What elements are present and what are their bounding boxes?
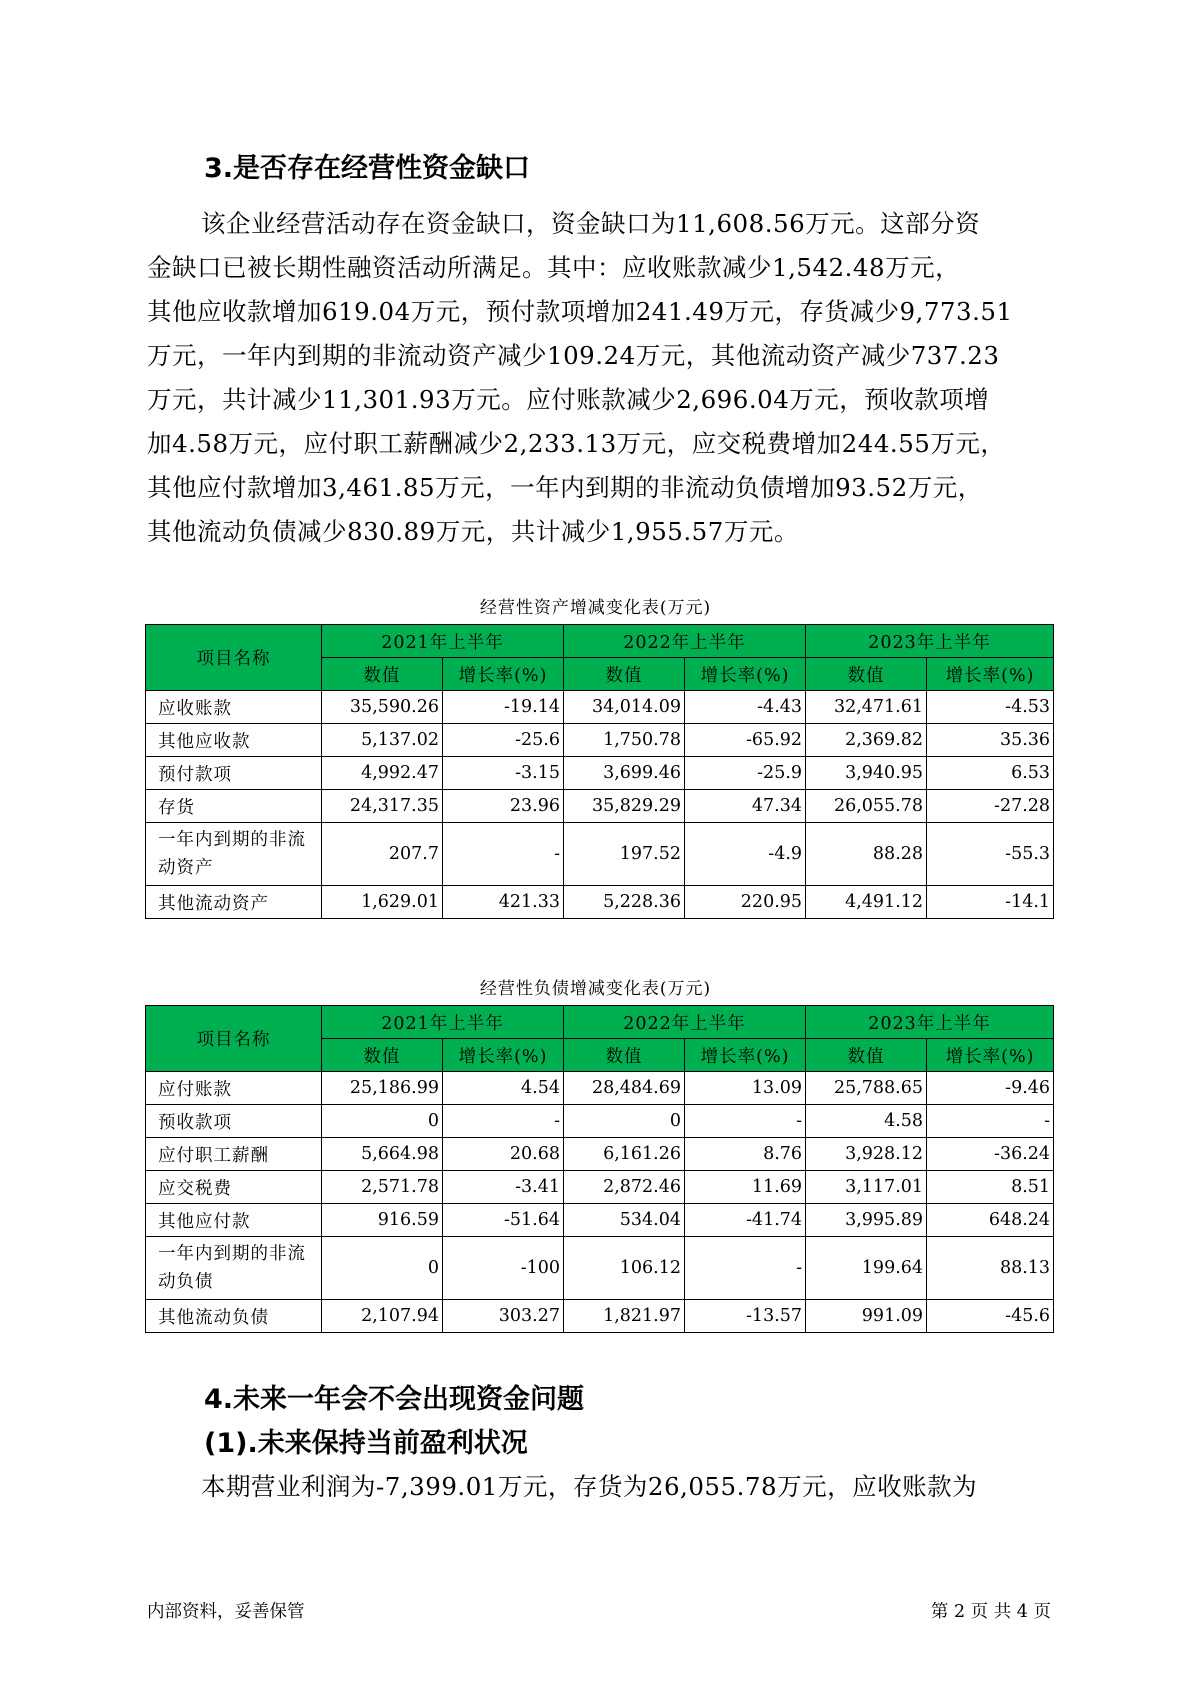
row-name: 其他应付款	[146, 1204, 322, 1237]
liabilities-table-caption: 经营性负债增减变化表(万元)	[479, 979, 712, 999]
cell: 1,629.01	[322, 886, 443, 919]
table-row	[146, 823, 1054, 886]
table-row	[146, 1138, 1054, 1171]
cell: 5,664.98	[322, 1138, 443, 1171]
cell: 421.33	[443, 886, 564, 919]
cell: -25.9	[685, 757, 806, 790]
table-row	[146, 1300, 1054, 1333]
row-name: 预付款项	[146, 757, 322, 790]
table-row	[146, 691, 1054, 724]
table-row	[146, 1237, 1054, 1300]
cell: 4,992.47	[322, 757, 443, 790]
table-header-row	[146, 625, 1054, 658]
paragraph-line: 万元，共计减少11,301.93万元。应付账款减少2,696.04万元，预收款项增	[147, 385, 990, 414]
cell: 88.13	[927, 1237, 1054, 1300]
paragraph-line: 其他应收款增加619.04万元，预付款项增加241.49万元，存货减少9,773.51	[147, 297, 1013, 326]
header-period: 2021年上半年	[322, 1006, 564, 1039]
cell: 32,471.61	[806, 691, 927, 724]
table-row	[146, 1072, 1054, 1105]
cell: -36.24	[927, 1138, 1054, 1171]
page-number: 第 2 页 共 4 页	[930, 1602, 1051, 1622]
liabilities-table	[145, 1005, 1054, 1333]
assets-table	[145, 624, 1054, 919]
header-period: 2021年上半年	[322, 625, 564, 658]
assets-table-caption: 经营性资产增减变化表(万元)	[479, 598, 712, 618]
cell: -14.1	[927, 886, 1054, 919]
cell: 8.51	[927, 1171, 1054, 1204]
row-name: 应收账款	[146, 691, 322, 724]
subheader-rate: 增长率(%)	[927, 658, 1054, 691]
header-period: 2022年上半年	[564, 1006, 806, 1039]
header-item-name: 项目名称	[146, 625, 322, 691]
cell: 3,928.12	[806, 1138, 927, 1171]
cell: 26,055.78	[806, 790, 927, 823]
cell: 4.54	[443, 1072, 564, 1105]
cell: -4.9	[685, 823, 806, 886]
paragraph-line: 金缺口已被长期性融资活动所满足。其中：应收账款减少1,542.48万元，	[147, 253, 961, 282]
cell: 916.59	[322, 1204, 443, 1237]
cell: 0	[564, 1105, 685, 1138]
cell: 25,788.65	[806, 1072, 927, 1105]
subheader-value: 数值	[806, 1039, 927, 1072]
cell: 35,829.29	[564, 790, 685, 823]
cell: -27.28	[927, 790, 1054, 823]
cell: -45.6	[927, 1300, 1054, 1333]
cell: 0	[322, 1105, 443, 1138]
header-period: 2022年上半年	[564, 625, 806, 658]
cell: 13.09	[685, 1072, 806, 1105]
cell: 1,750.78	[564, 724, 685, 757]
row-name: 一年内到期的非流动资产	[146, 823, 322, 886]
paragraph-line: 其他应付款增加3,461.85万元，一年内到期的非流动负债增加93.52万元，	[147, 473, 983, 502]
cell: -4.43	[685, 691, 806, 724]
subheader-rate: 增长率(%)	[685, 658, 806, 691]
cell: -	[685, 1105, 806, 1138]
row-name: 存货	[146, 790, 322, 823]
table-row	[146, 886, 1054, 919]
row-name: 应交税费	[146, 1171, 322, 1204]
subheader-value: 数值	[564, 658, 685, 691]
subheader-rate: 增长率(%)	[443, 658, 564, 691]
cell: 88.28	[806, 823, 927, 886]
subheader-value: 数值	[322, 658, 443, 691]
cell: 20.68	[443, 1138, 564, 1171]
row-name: 应付账款	[146, 1072, 322, 1105]
cell: -41.74	[685, 1204, 806, 1237]
cell: -65.92	[685, 724, 806, 757]
cell: -9.46	[927, 1072, 1054, 1105]
cell: -25.6	[443, 724, 564, 757]
paragraph-line: 该企业经营活动存在资金缺口，资金缺口为11,608.56万元。这部分资	[201, 209, 981, 238]
table-row	[146, 1204, 1054, 1237]
cell: 2,571.78	[322, 1171, 443, 1204]
cell: 534.04	[564, 1204, 685, 1237]
paragraph-line: 加4.58万元，应付职工薪酬减少2,233.13万元，应交税费增加244.55万元，	[147, 429, 1006, 458]
section4-subheading: (1).未来保持当前盈利状况	[204, 1428, 528, 1459]
section3-heading: 3.是否存在经营性资金缺口	[204, 153, 531, 184]
cell: -100	[443, 1237, 564, 1300]
header-item-name: 项目名称	[146, 1006, 322, 1072]
cell: 5,137.02	[322, 724, 443, 757]
cell: 23.96	[443, 790, 564, 823]
cell: 648.24	[927, 1204, 1054, 1237]
cell: 4,491.12	[806, 886, 927, 919]
row-name: 一年内到期的非流动负债	[146, 1237, 322, 1300]
cell: 47.34	[685, 790, 806, 823]
cell: -	[685, 1237, 806, 1300]
cell: 220.95	[685, 886, 806, 919]
cell: 25,186.99	[322, 1072, 443, 1105]
paragraph-line: 其他流动负债减少830.89万元，共计减少1,955.57万元。	[147, 517, 799, 546]
cell: 28,484.69	[564, 1072, 685, 1105]
row-name: 其他流动资产	[146, 886, 322, 919]
cell: -3.41	[443, 1171, 564, 1204]
cell: -51.64	[443, 1204, 564, 1237]
cell: 106.12	[564, 1237, 685, 1300]
cell: -13.57	[685, 1300, 806, 1333]
cell: 197.52	[564, 823, 685, 886]
row-name: 应付职工薪酬	[146, 1138, 322, 1171]
cell: -	[443, 1105, 564, 1138]
table-header-row	[146, 1006, 1054, 1039]
cell: 35.36	[927, 724, 1054, 757]
cell: 6,161.26	[564, 1138, 685, 1171]
cell: 2,872.46	[564, 1171, 685, 1204]
cell: 3,699.46	[564, 757, 685, 790]
cell: 991.09	[806, 1300, 927, 1333]
section3-paragraph	[147, 202, 1057, 554]
cell: 4.58	[806, 1105, 927, 1138]
cell: -	[927, 1105, 1054, 1138]
row-name: 其他应收款	[146, 724, 322, 757]
cell: 1,821.97	[564, 1300, 685, 1333]
cell: -19.14	[443, 691, 564, 724]
cell: 8.76	[685, 1138, 806, 1171]
header-period: 2023年上半年	[806, 625, 1054, 658]
cell: 0	[322, 1237, 443, 1300]
cell: -55.3	[927, 823, 1054, 886]
cell: 5,228.36	[564, 886, 685, 919]
cell: 2,107.94	[322, 1300, 443, 1333]
table-row	[146, 1105, 1054, 1138]
cell: 3,117.01	[806, 1171, 927, 1204]
cell: 199.64	[806, 1237, 927, 1300]
header-period: 2023年上半年	[806, 1006, 1054, 1039]
subheader-rate: 增长率(%)	[443, 1039, 564, 1072]
cell: -	[443, 823, 564, 886]
cell: 34,014.09	[564, 691, 685, 724]
table-row	[146, 1171, 1054, 1204]
cell: 6.53	[927, 757, 1054, 790]
section4-paragraph: 本期营业利润为-7,399.01万元，存货为26,055.78万元，应收账款为	[201, 1472, 978, 1501]
cell: 207.7	[322, 823, 443, 886]
subheader-value: 数值	[806, 658, 927, 691]
cell: -4.53	[927, 691, 1054, 724]
cell: -3.15	[443, 757, 564, 790]
cell: 303.27	[443, 1300, 564, 1333]
footer-note: 内部资料，妥善保管	[147, 1602, 305, 1622]
cell: 3,940.95	[806, 757, 927, 790]
subheader-value: 数值	[564, 1039, 685, 1072]
table-row	[146, 757, 1054, 790]
subheader-rate: 增长率(%)	[685, 1039, 806, 1072]
table-row	[146, 790, 1054, 823]
cell: 24,317.35	[322, 790, 443, 823]
subheader-rate: 增长率(%)	[927, 1039, 1054, 1072]
section4-heading: 4.未来一年会不会出现资金问题	[204, 1384, 585, 1415]
row-name: 预收款项	[146, 1105, 322, 1138]
subheader-value: 数值	[322, 1039, 443, 1072]
row-name: 其他流动负债	[146, 1300, 322, 1333]
paragraph-line: 万元，一年内到期的非流动资产减少109.24万元，其他流动资产减少737.23	[147, 341, 1000, 370]
table-row	[146, 724, 1054, 757]
cell: 11.69	[685, 1171, 806, 1204]
cell: 3,995.89	[806, 1204, 927, 1237]
cell: 35,590.26	[322, 691, 443, 724]
cell: 2,369.82	[806, 724, 927, 757]
